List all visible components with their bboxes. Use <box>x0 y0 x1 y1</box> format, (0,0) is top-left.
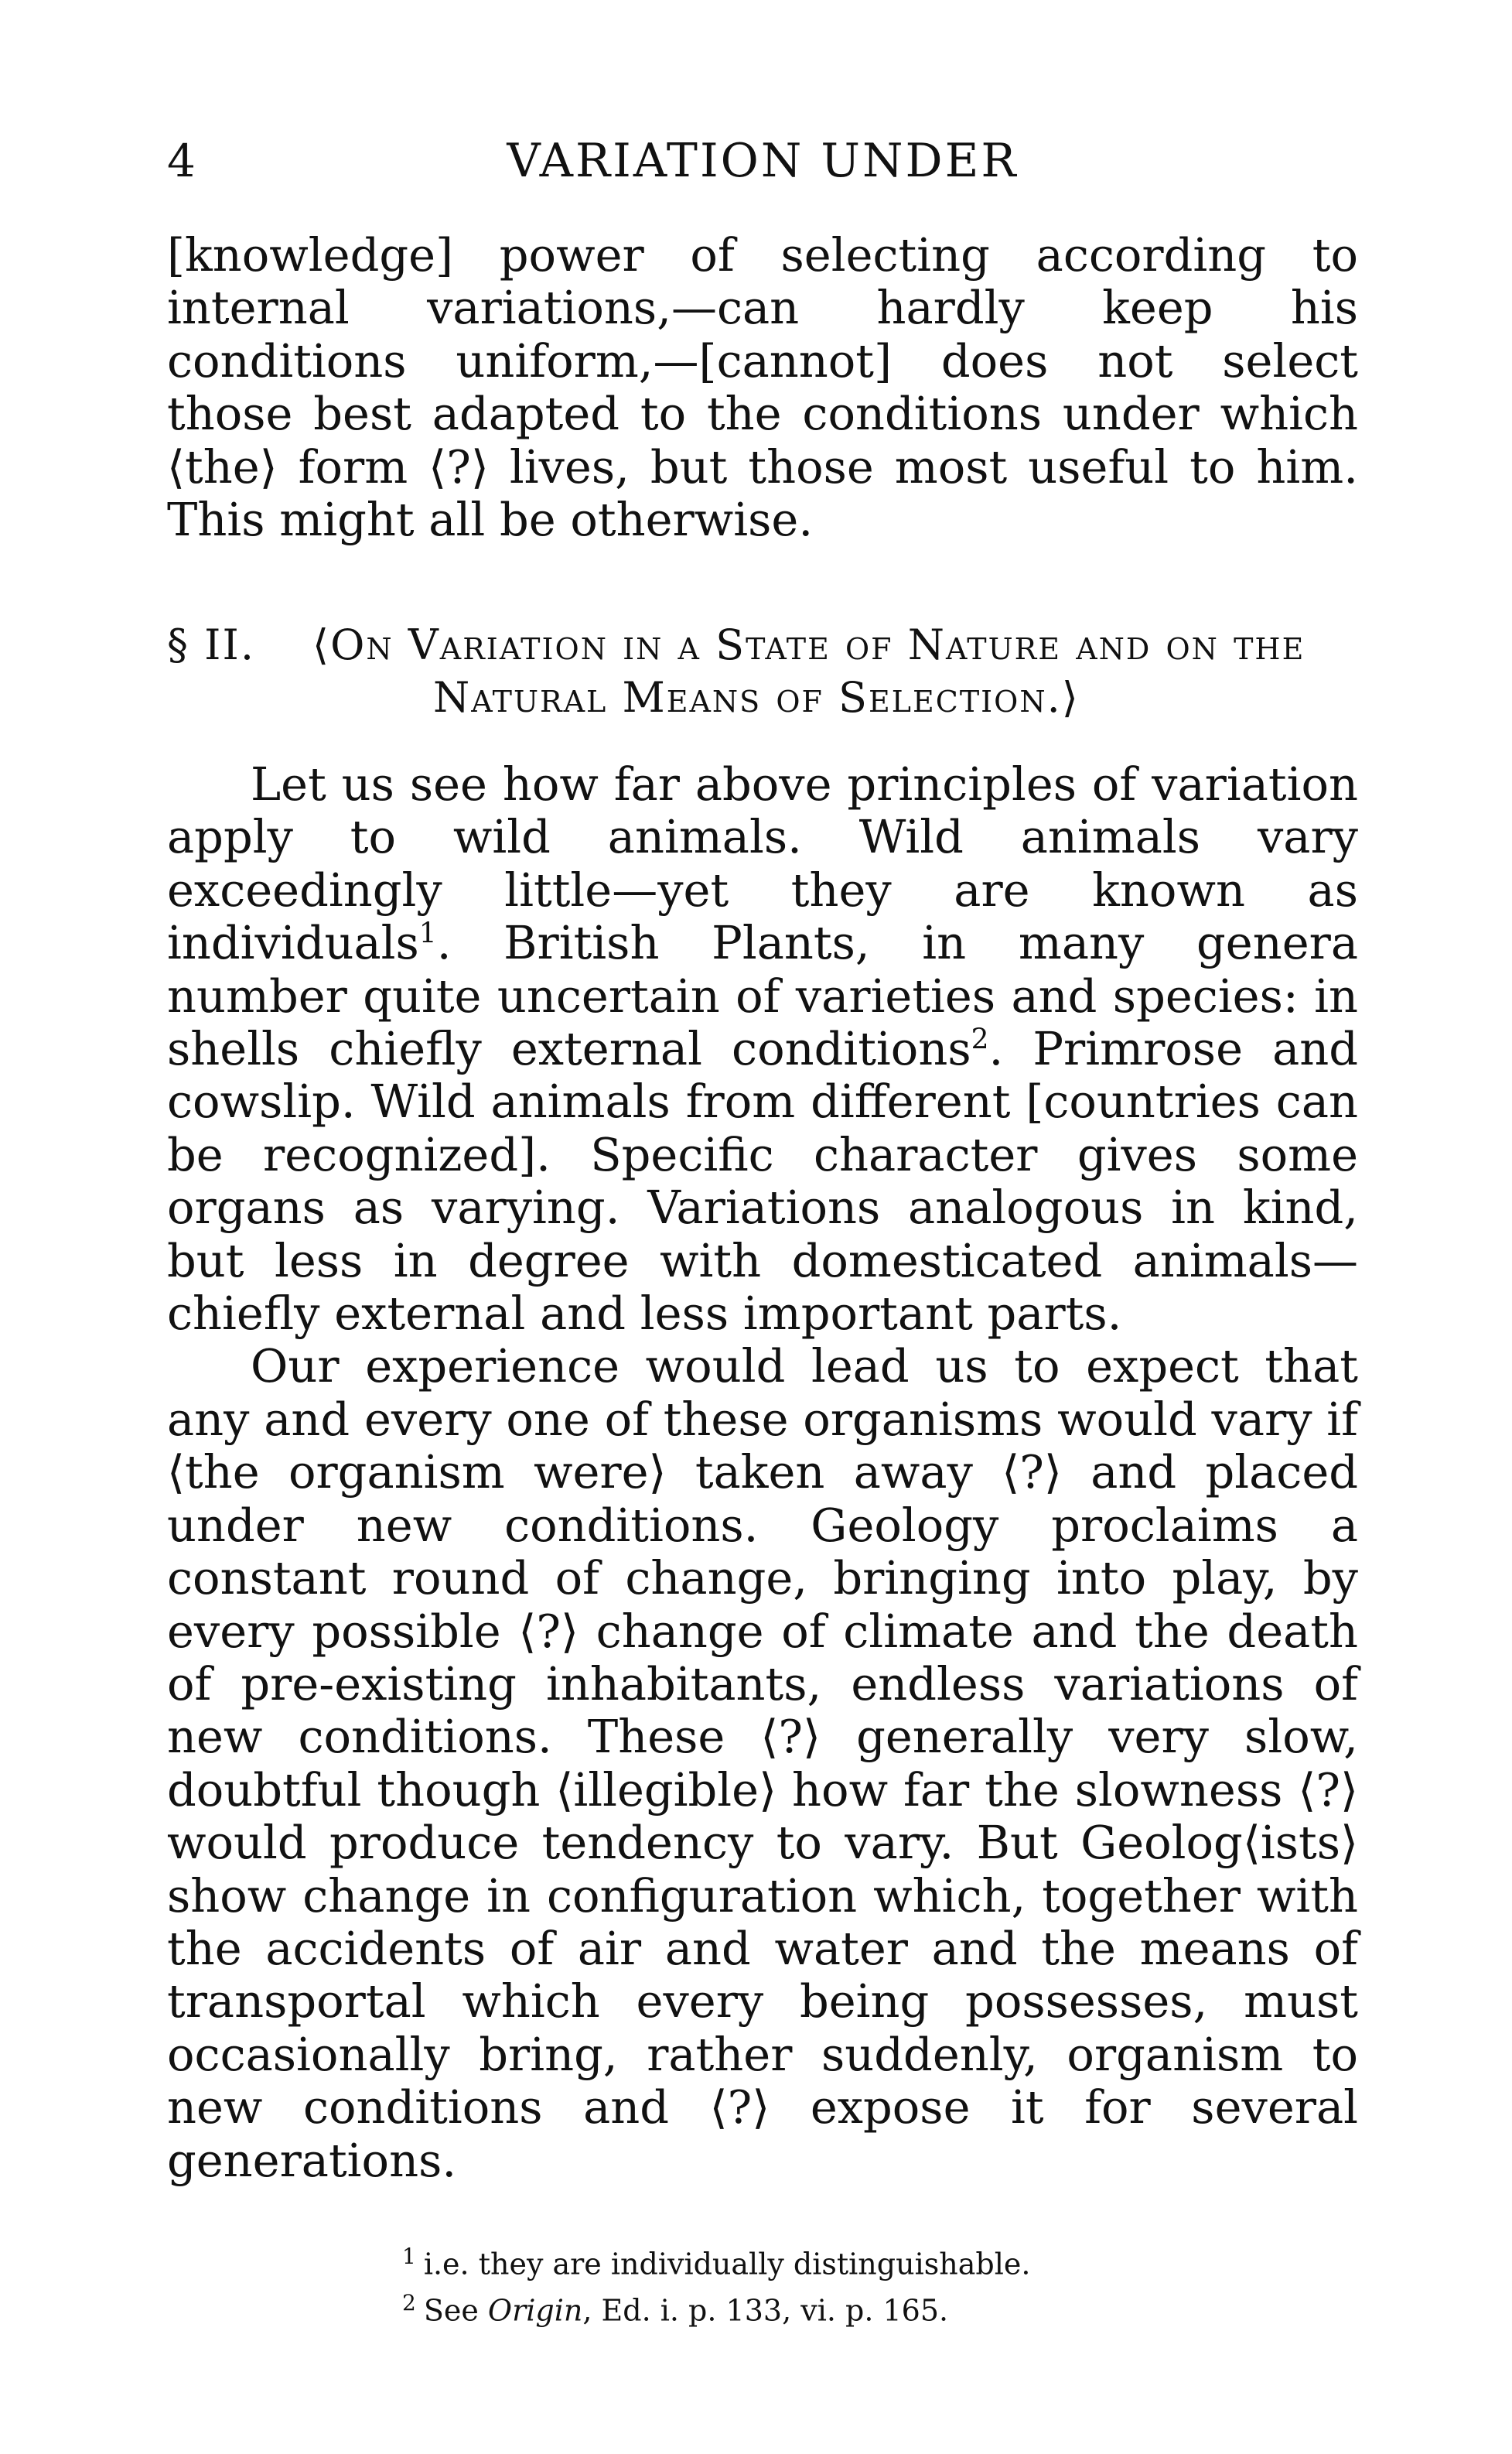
paragraph-2-part-b: . British Plants, in many genera number quite uncertain of varieties and species: in shells chiefly external conditions <box>167 916 1358 1076</box>
running-head <box>167 130 1358 192</box>
page-number: 4 <box>167 135 196 187</box>
footnote-2-title: Origin <box>487 2293 583 2328</box>
footnote-ref-2: 2 <box>971 1024 989 1056</box>
paragraph-2 <box>167 758 1358 1340</box>
paragraph-1: [knowledge] power of selecting according to internal variations,—can hardly keep his conditions uniform,—[cannot] does not select those best adapted to the conditions under which ⟨the⟩ form ⟨?⟩ lives, but those most useful to him. This might all be otherwise. <box>167 228 1358 547</box>
main-text <box>167 758 1358 2187</box>
footnote-2 <box>402 2284 1330 2330</box>
footnote-2-mark: 2 <box>402 2289 416 2316</box>
section-title: ⟨On Variation in a State of Nature and on the Natural Means of Selection.⟩ <box>312 620 1306 722</box>
paragraph-2-part-a: Let us see how far above principles of variation apply to wild animals. Wild animals vary exceedingly little—yet they are known as individuals <box>167 757 1358 970</box>
running-title: VARIATION UNDER <box>507 134 1019 188</box>
paragraph-3: Our experience would lead us to expect that any and every one of these organisms would vary if ⟨the organism were⟩ taken away ⟨?⟩ and placed under new conditions. Geology proclaims a constant round of change, bringing into play, by every possible ⟨?⟩ change of climate and the death of pre-existing inhabitants, endless variations of new conditions. These ⟨?⟩ generally very slow, doubtful though ⟨illegible⟩ how far the slowness ⟨?⟩ would produce tendency to vary. But Geolog⟨ists⟩ show change in configuration which, together with the accidents of air and water and the means of transportal which every being possesses, must occasionally bring, rather suddenly, organism to new conditions and ⟨?⟩ expose it for several generations. <box>167 1339 1358 2187</box>
paragraph-2-part-c: . Primrose and cowslip. Wild animals from different [countries can be recognized]. Specific character gives some organs as varying. Variations analogous in kind, but less in degree with domesticated animals—chiefly external and less important parts. <box>167 1022 1359 1341</box>
footnote-1-text: i.e. they are individually distinguishable. <box>423 2247 1031 2281</box>
footnote-2-text-b: , Ed. i. p. 133, vi. p. 165. <box>582 2293 949 2328</box>
section-heading <box>167 619 1358 724</box>
section-mark: § II. <box>167 620 255 669</box>
footnotes <box>402 2237 1330 2329</box>
footnote-2-text-a: See <box>423 2293 488 2328</box>
footnote-1 <box>402 2237 1330 2284</box>
footnote-ref-1: 1 <box>418 918 437 950</box>
footnote-1-mark: 1 <box>402 2244 416 2269</box>
